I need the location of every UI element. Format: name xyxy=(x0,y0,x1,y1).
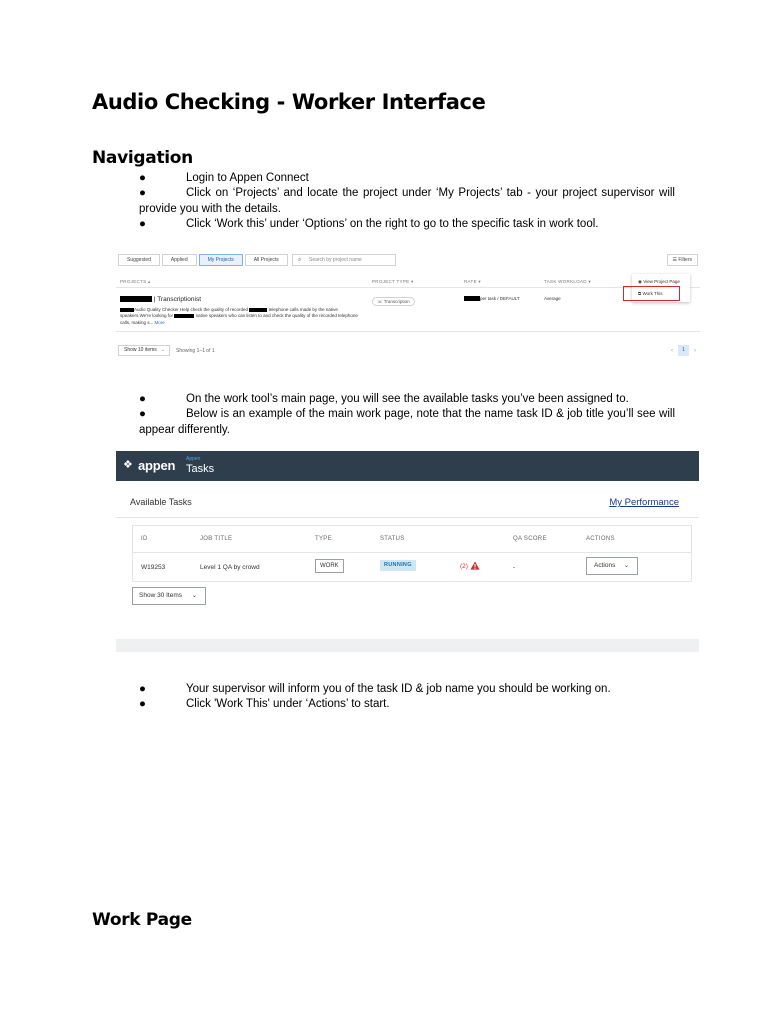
projects-screenshot xyxy=(116,249,700,361)
project-description: Audio Quality Checker Help check the quality of recorded telephone calls made by the native speakers.We're looking for native speakers who can listen to and check the quality of the recorded telephone calls, making s... More xyxy=(120,307,358,325)
redaction-bar xyxy=(120,308,134,312)
column-header: ACTIONS xyxy=(586,536,615,542)
list-item: ● On the work tool’s main page, you will see the available tasks you’ve been assigned to. xyxy=(139,392,675,407)
bullet-text: Below is an example of the main work page, note that the name task ID & job title you’ll see will appear differently. xyxy=(139,408,675,436)
chat-icon: ☏ xyxy=(377,299,384,304)
list-item: ● Your supervisor will inform you of the task ID & job name you should be working on. xyxy=(139,682,675,697)
navigation-bullets xyxy=(139,171,675,232)
actions-dropdown[interactable]: Actions ⌄ xyxy=(586,557,638,575)
search-placeholder: Search by project name xyxy=(309,257,362,263)
project-name[interactable]: | Transcriptionist xyxy=(120,296,201,303)
showing-count: Showing 1–1 of 1 xyxy=(176,348,215,354)
tasks-screenshot xyxy=(116,451,699,652)
final-bullets xyxy=(139,682,675,713)
navigation-heading: Navigation xyxy=(92,148,193,168)
page-size-select[interactable]: Show 30 Items ⌄ xyxy=(132,587,206,605)
filters-button[interactable] xyxy=(667,254,699,266)
project-tabs xyxy=(118,254,290,266)
filter-icon: ☰ xyxy=(672,257,679,263)
tab-applied[interactable]: Applied xyxy=(162,254,197,266)
page-size-select[interactable]: Show 10 items ⌄ xyxy=(118,345,170,356)
column-header: ID xyxy=(141,536,148,542)
column-header[interactable]: PROJECT TYPE ▾ xyxy=(372,279,414,284)
tab-suggested[interactable]: Suggested xyxy=(118,254,160,266)
project-type-badge: ☏ Transcription xyxy=(372,297,415,306)
chevron-down-icon: ⌄ xyxy=(623,563,629,569)
warning-count: (2) xyxy=(460,563,468,570)
warning-icon[interactable] xyxy=(470,561,480,570)
bullet-text: Your supervisor will inform you of the task ID & job name you should be working on. xyxy=(186,683,611,695)
search-input[interactable] xyxy=(292,254,396,266)
eye-icon: ◉ xyxy=(638,279,644,284)
page-number[interactable]: 1 xyxy=(678,345,689,356)
appen-logo[interactable]: appen xyxy=(138,458,176,473)
chevron-down-icon: ⌄ xyxy=(191,593,197,599)
task-type-badge: WORK xyxy=(315,559,344,573)
external-link-icon: ⧉ xyxy=(638,291,643,296)
list-item: ● Click 'Work This' under ‘Actions’ to start. xyxy=(139,697,675,712)
task-workload: Average xyxy=(544,296,561,301)
worktool-bullets xyxy=(139,392,675,438)
bullet-text: Click on ‘Projects’ and locate the project under ‘My Projects’ tab - your project supervisor will provide you with the details. xyxy=(139,187,675,215)
app-header xyxy=(116,451,699,481)
list-item: ● Login to Appen Connect xyxy=(139,171,675,186)
divider xyxy=(116,517,699,518)
column-header: TYPE xyxy=(315,536,332,542)
list-item: ● Click on ‘Projects’ and locate the project under ‘My Projects’ tab - your project supervisor will provide you with the details. xyxy=(139,186,675,217)
tab-all-projects[interactable]: All Projects xyxy=(245,254,288,266)
column-header[interactable]: PROJECTS ▴ xyxy=(120,279,151,284)
tasks-panel xyxy=(116,481,699,639)
qa-score: - xyxy=(513,564,516,571)
bullet-text: Login to Appen Connect xyxy=(186,172,309,184)
work-page-heading: Work Page xyxy=(92,910,192,930)
tab-my-projects[interactable]: My Projects xyxy=(199,254,243,266)
work-this-item[interactable]: ⧉ Work This xyxy=(638,291,663,296)
tasks-table xyxy=(132,525,692,582)
view-project-page-item[interactable]: ◉ View Project Page xyxy=(638,279,680,284)
chevron-left-icon[interactable]: ‹ xyxy=(671,347,673,354)
table-row xyxy=(116,289,700,332)
list-item: ● Below is an example of the main work page, note that the name task ID & job title you’ll see will appear differently. xyxy=(139,407,675,438)
list-item: ● Click ‘Work this’ under ‘Options’ on the right to go to the specific task in work tool. xyxy=(139,217,675,232)
highlight-box xyxy=(623,286,680,301)
column-header[interactable]: TASK WORKLOAD ▾ xyxy=(544,279,591,284)
redaction-bar xyxy=(249,308,267,312)
redaction-bar xyxy=(464,296,480,301)
task-id: W19253 xyxy=(141,564,166,571)
column-header[interactable]: RATE ▾ xyxy=(464,279,481,284)
appen-logo-icon: ❖ xyxy=(123,459,133,471)
project-rate: per task / DEFAULT xyxy=(464,296,520,301)
redaction-bar xyxy=(174,314,194,318)
search-icon: ⌕ xyxy=(298,257,302,263)
status-badge: RUNNING xyxy=(380,560,416,571)
divider xyxy=(133,552,691,553)
more-link[interactable]: More xyxy=(154,319,165,325)
chevron-down-icon: ⌄ xyxy=(160,347,165,353)
column-header: JOB TITLE xyxy=(200,536,233,542)
column-header: STATUS xyxy=(380,536,405,542)
filters-label: Filters xyxy=(678,257,692,263)
section-title: Available Tasks xyxy=(130,497,192,507)
my-performance-link[interactable]: My Performance xyxy=(609,497,679,508)
app-subtitle: Appen xyxy=(186,456,201,462)
redaction-bar xyxy=(120,296,152,302)
job-title: Level 1 QA by crowd xyxy=(200,564,260,571)
bullet-text: On the work tool’s main page, you will see the available tasks you’ve been assigned to. xyxy=(186,393,629,405)
page-title: Audio Checking - Worker Interface xyxy=(92,90,486,114)
bullet-text: Click 'Work This' under ‘Actions’ to start. xyxy=(186,698,390,711)
pagination xyxy=(671,345,696,356)
column-header: QA SCORE xyxy=(513,536,547,542)
app-title: Tasks xyxy=(186,463,215,475)
chevron-right-icon[interactable]: › xyxy=(694,347,696,354)
table-header xyxy=(116,276,700,288)
bullet-text: Click ‘Work this’ under ‘Options’ on the right to go to the specific task in work tool. xyxy=(186,217,599,230)
